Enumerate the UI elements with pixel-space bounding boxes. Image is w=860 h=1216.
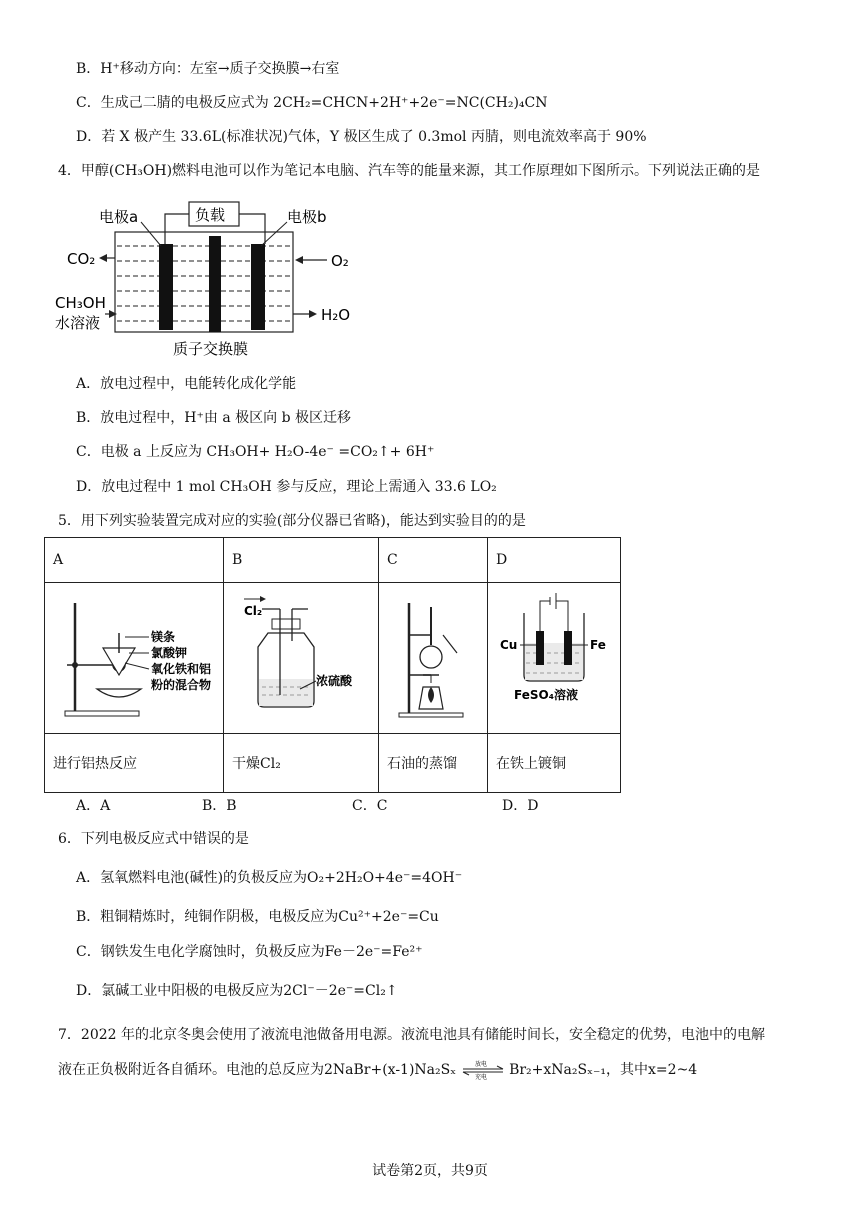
- q6-option-b: B．粗铜精炼时，纯铜作阴极，电极反应为Cu²⁺+2e⁻=Cu: [76, 909, 439, 925]
- apparatus-a: [45, 583, 224, 734]
- q5-option-b: B．B: [202, 798, 237, 814]
- q6-option-c: C．钢铁发生电化学腐蚀时，负极反应为Fe－2e⁻=Fe²⁺: [76, 944, 423, 960]
- caption-a: 进行铝热反应: [45, 734, 224, 793]
- q7-line-2a: 液在正负极附近各自循环。电池的总反应为2NaBr+(x-1)Na₂Sₓ: [58, 1062, 457, 1078]
- caption-d: 在铁上镀铜: [488, 734, 621, 793]
- apparatus-b: [224, 583, 379, 734]
- membrane-label: 质子交换膜: [173, 340, 249, 358]
- figA-label-1: 镁条: [151, 630, 176, 644]
- q7-line-2: [58, 1060, 697, 1080]
- electrode-b-label: 电极b: [287, 208, 327, 226]
- figB-acid: 浓硫酸: [316, 674, 353, 688]
- q7-line-1: 7．2022 年的北京冬奥会使用了液流电池做备用电源。液流电池具有储能时间长，安全稳定的优势，电池中的电解: [58, 1027, 765, 1043]
- header-a: A: [45, 538, 224, 583]
- q3-option-c: C．生成己二腈的电极反应式为 2CH₂=CHCN+2H⁺+2e⁻=NC(CH₂)₄CN: [76, 95, 548, 111]
- co2-label: CO₂: [67, 250, 96, 268]
- caption-b: 干燥Cl₂: [224, 734, 379, 793]
- figA-label-3: 氧化铁和铝: [151, 662, 212, 676]
- q6-stem: 6．下列电极反应式中错误的是: [58, 831, 249, 847]
- electrode-a-label: 电极a: [99, 208, 139, 226]
- discharge-label: 放电: [474, 1061, 487, 1068]
- q4-option-a: A．放电过程中，电能转化成化学能: [76, 376, 297, 392]
- charge-label: 充电: [474, 1074, 487, 1080]
- q6-option-d: D．氯碱工业中阳极的电极反应为2Cl⁻－2e⁻=Cl₂↑: [76, 983, 398, 999]
- apparatus-d: [488, 583, 621, 734]
- q6-option-a: A．氢氧燃料电池(碱性)的负极反应为O₂+2H₂O+4e⁻=4OH⁻: [76, 870, 463, 886]
- figD-fe: Fe: [590, 638, 606, 652]
- q4-option-b: B．放电过程中，H⁺由 a 极区向 b 极区迁移: [76, 410, 351, 426]
- figB-gas: Cl₂: [244, 604, 263, 618]
- q7-line-2b: Br₂+xNa₂Sₓ₋₁，其中x=2~4: [509, 1062, 698, 1078]
- figA-label-2: 氯酸钾: [151, 646, 188, 660]
- q5-option-d: D．D: [502, 798, 539, 814]
- figA-label-4: 粉的混合物: [151, 678, 212, 692]
- q4-stem: 4．甲醇(CH₃OH)燃料电池可以作为笔记本电脑、汽车等的能量来源，其工作原理如下图所示。下列说法正确的是: [58, 163, 761, 179]
- figD-cu: Cu: [500, 638, 518, 652]
- q5-option-a: A．A: [76, 798, 111, 814]
- aqueous-label: 水溶液: [55, 314, 101, 332]
- q4-option-d: D．放电过程中 1 mol CH₃OH 参与反应，理论上需通入 33.6 LO₂: [76, 479, 497, 495]
- q3-option-d: D．若 X 极产生 33.6L(标准状况)气体，Y 极区生成了 0.3mol 丙腈，则电流效率高于 90%: [76, 129, 647, 145]
- apparatus-c: [379, 583, 488, 734]
- q4-option-c: C．电极 a 上反应为 CH₃OH+ H₂O-4e⁻ =CO₂↑+ 6H⁺: [76, 444, 435, 460]
- fuel-cell-diagram: [55, 196, 375, 366]
- reversible-arrow: [461, 1060, 505, 1080]
- load-label: 负载: [195, 206, 226, 224]
- header-c: C: [379, 538, 488, 583]
- q5-stem: 5．用下列实验装置完成对应的实验(部分仪器已省略)，能达到实验目的的是: [58, 513, 526, 529]
- h2o-label: H₂O: [321, 306, 351, 324]
- q3-option-b: B．H⁺移动方向：左室→质子交换膜→右室: [76, 61, 340, 77]
- figD-solution: FeSO₄溶液: [514, 688, 578, 702]
- caption-c: 石油的蒸馏: [379, 734, 488, 793]
- experiment-table: [44, 537, 621, 793]
- ch3oh-label: CH₃OH: [55, 294, 106, 312]
- q5-option-c: C．C: [352, 798, 388, 814]
- o2-label: O₂: [331, 252, 349, 270]
- page-footer: 试卷第2页，共9页: [372, 1163, 488, 1179]
- header-b: B: [224, 538, 379, 583]
- header-d: D: [488, 538, 621, 583]
